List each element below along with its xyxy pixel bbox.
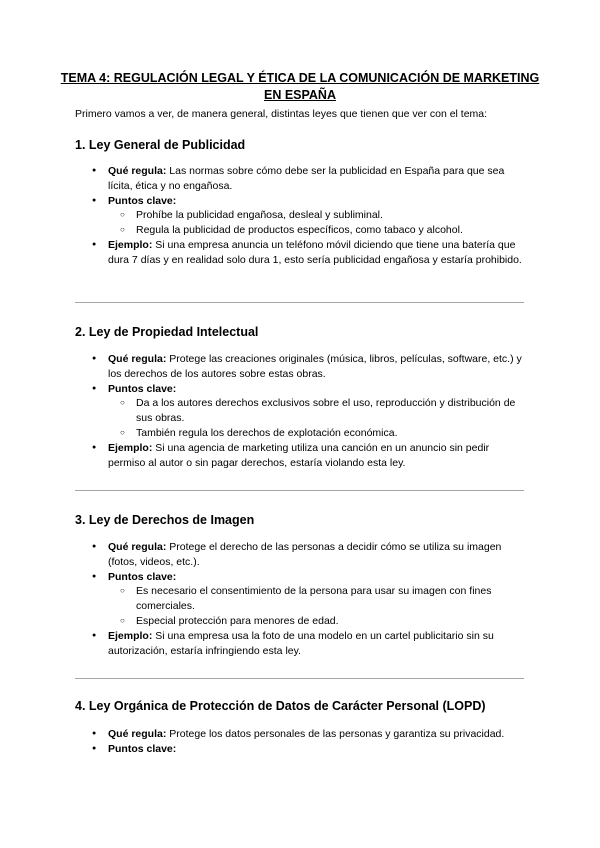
section-divider — [75, 302, 524, 303]
section-1-punto: ○ Prohíbe la publicidad engañosa, desleal y subliminal. — [108, 208, 528, 223]
intro-paragraph: Primero vamos a ver, de manera general, distintas leyes que tienen que ver con el tema: — [75, 108, 488, 120]
section-4-que-regula: ● Qué regula: Protege los datos personales de las personas y garantiza su privacidad. — [92, 727, 528, 742]
section-4-heading: 4. Ley Orgánica de Protección de Datos de Carácter Personal (LOPD) — [75, 699, 486, 713]
section-3-punto: ○ Es necesario el consentimiento de la persona para usar su imagen con fines comerciales. — [108, 584, 528, 614]
section-1-punto: ○ Regula la publicidad de productos específicos, como tabaco y alcohol. — [108, 223, 528, 238]
section-1-list — [92, 164, 528, 268]
section-3-list — [92, 540, 528, 658]
section-divider — [75, 490, 524, 491]
section-1-que-regula: ● Qué regula: Las normas sobre cómo debe ser la publicidad en España para que sea lícita, ética y no engañosa. — [92, 164, 528, 194]
section-1-ejemplo: ● Ejemplo: Si una empresa anuncia un teléfono móvil diciendo que tiene una batería que dura 7 días y en realidad solo dura 1, esto sería publicidad engañosa y estaría prohibido. — [92, 238, 528, 268]
section-1-heading: 1. Ley General de Publicidad — [75, 138, 246, 152]
section-3-que-regula: ● Qué regula: Protege el derecho de las personas a decidir cómo se utiliza su imagen (fotos, videos, etc.). — [92, 540, 528, 570]
section-4-list — [92, 727, 528, 757]
document-title: TEMA 4: REGULACIÓN LEGAL Y ÉTICA DE LA COMUNICACIÓN DE MARKETING EN ESPAÑA — [60, 71, 540, 102]
section-2-ejemplo: ● Ejemplo: Si una agencia de marketing utiliza una canción en un anuncio sin pedir permiso al autor o sin pagar derechos, estaría violando esta ley. — [92, 441, 528, 471]
section-3-ejemplo: ● Ejemplo: Si una empresa usa la foto de una modelo en un cartel publicitario sin su autorización, estaría infringiendo esta ley. — [92, 629, 528, 659]
section-4-puntos-clave: ● Puntos clave: — [92, 742, 528, 757]
section-3-puntos-clave: ● Puntos clave: ○ Es necesario el consentimiento de la persona para usar su imagen con fines comerciales. ○ Especial protección para menores de edad. — [92, 570, 528, 629]
section-2-puntos-clave: ● Puntos clave: ○ Da a los autores derechos exclusivos sobre el uso, reproducción y distribución de sus obras. ○ También regula los derechos de explotación económica. — [92, 382, 528, 441]
section-divider — [75, 678, 524, 679]
section-2-punto: ○ También regula los derechos de explotación económica. — [108, 426, 528, 441]
section-2-punto: ○ Da a los autores derechos exclusivos sobre el uso, reproducción y distribución de sus obras. — [108, 396, 528, 426]
section-3-heading: 3. Ley de Derechos de Imagen — [75, 513, 255, 527]
section-2-list — [92, 352, 528, 470]
section-3-punto: ○ Especial protección para menores de edad. — [108, 614, 528, 629]
section-2-que-regula: ● Qué regula: Protege las creaciones originales (música, libros, películas, software, etc.) y los derechos de los autores sobre estas obras. — [92, 352, 528, 382]
section-1-puntos-clave: ● Puntos clave: ○ Prohíbe la publicidad engañosa, desleal y subliminal. ○ Regula la publicidad de productos específicos, como tabaco y alcohol. — [92, 194, 528, 238]
section-2-heading: 2. Ley de Propiedad Intelectual — [75, 325, 259, 339]
